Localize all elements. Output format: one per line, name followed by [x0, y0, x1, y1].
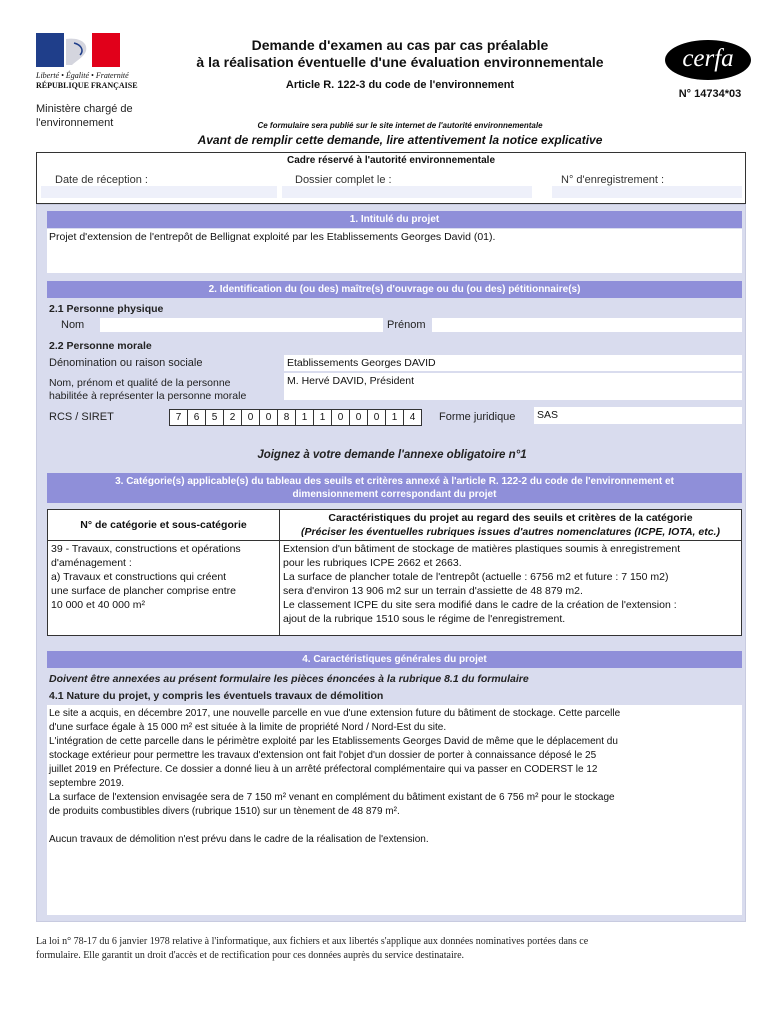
category-line: une surface de plancher comprise entre	[51, 585, 237, 597]
rcs-siret-label: RCS / SIRET	[49, 411, 114, 423]
nature-line	[49, 819, 620, 833]
siret-digit[interactable]: 1	[295, 409, 314, 426]
publication-notice: Ce formulaire sera publié sur le site internet de l'autorité environnementale	[257, 121, 543, 130]
col2-header-line1: Caractéristiques du projet au regard des seuils et critères de la catégorie	[328, 512, 693, 524]
personne-physique-title: 2.1 Personne physique	[49, 303, 164, 315]
siret-digit[interactable]: 1	[385, 409, 404, 426]
nom-label: Nom	[61, 319, 85, 331]
marianne-logo	[36, 33, 120, 67]
nature-line: septembre 2019.	[49, 778, 125, 789]
form-title-line1: Demande d'examen au cas par cas préalable	[251, 37, 549, 53]
footer-legal-notice	[36, 935, 746, 963]
motto: Liberté • Égalité • Fraternité	[36, 71, 129, 80]
characteristics-line: La surface de plancher totale de l'entrepôt (actuelle : 6756 m2 et future : 7 150 m2)	[283, 571, 669, 583]
read-notice-warning: Avant de remplir cette demande, lire attentivement la notice explicative	[197, 133, 603, 147]
denomination-label: Dénomination ou raison sociale	[49, 357, 203, 369]
nature-text	[49, 707, 620, 847]
footer-line1: La loi n° 78-17 du 6 janvier 1978 relative à l'informatique, aux fichiers et aux libertés s'applique aux données nominatives portées dans ce	[36, 936, 589, 947]
nature-title: 4.1 Nature du projet, y compris les éventuels travaux de démolition	[49, 690, 384, 702]
characteristics-line: Extension d'un bâtiment de stockage de matières plastiques soumis à enregistrement	[283, 543, 681, 555]
characteristics-line: ajout de la rubrique 1510 sous le régime de l'enregistrement.	[283, 613, 566, 625]
reserved-frame	[36, 152, 746, 204]
siret-digit[interactable]: 0	[349, 409, 368, 426]
table-header-row	[48, 510, 742, 541]
marianne-profile-icon	[36, 33, 120, 67]
nature-line: de produits combustibles divers (rubrique 1510) sur un tènement de 48 879 m².	[49, 806, 400, 817]
section3-heading	[47, 473, 742, 503]
siret-digit[interactable]: 0	[241, 409, 260, 426]
section2-heading: 2. Identification du (ou des) maître(s) d'ouvrage ou du (ou des) pétitionnaire(s)	[47, 281, 742, 298]
nature-line: Le site a acquis, en décembre 2017, une nouvelle parcelle en vue d'une extension future du bâtiment de stockage. Cette parcelle	[49, 708, 621, 719]
reserved-heading: Cadre réservé à l'autorité environnementale	[286, 155, 496, 166]
enregistrement-label: N° d'enregistrement :	[561, 174, 665, 186]
category-line: 39 - Travaux, constructions et opérations	[51, 543, 241, 555]
representant-label-2: habilitée à représenter la personne morale	[49, 390, 247, 402]
form-title	[160, 37, 640, 71]
siret-digit[interactable]: 5	[205, 409, 224, 426]
dossier-complet-label: Dossier complet le :	[295, 174, 392, 186]
ministere: Ministère chargé de l'environnement	[36, 103, 133, 129]
nature-line: Aucun travaux de démolition n'est prévu dans le cadre de la réalisation de l'extension.	[49, 834, 429, 845]
col2-header-line2: (Préciser les éventuelles rubriques issues d'autres nomenclatures (ICPE, IOTA, etc.)	[301, 526, 720, 538]
annexe-notice: Joignez à votre demande l'annexe obligatoire n°1	[257, 449, 527, 461]
characteristics-line: pour les rubriques ICPE 2662 et 2663.	[283, 557, 462, 569]
prenom-label: Prénom	[387, 319, 426, 331]
siret-digit[interactable]: 0	[331, 409, 350, 426]
characteristics-line: sera d'environ 13 906 m2 sur un terrain d'assiette de 48 879 m2.	[283, 585, 583, 597]
cerfa-logo: cerfa	[665, 40, 751, 80]
prenom-field[interactable]	[432, 318, 742, 332]
representant-label-1: Nom, prénom et qualité de la personne	[49, 377, 231, 389]
siret-digit[interactable]: 4	[403, 409, 422, 426]
article-reference: Article R. 122-3 du code de l'environnement	[285, 79, 515, 91]
siret-digit[interactable]: 1	[313, 409, 332, 426]
nature-line: d'une surface égale à 15 000 m² est située à la limite de propriété Nord / Nord-Est du site.	[49, 722, 447, 733]
annexes-required: Doivent être annexées au présent formulaire les pièces énoncées à la rubrique 8.1 du formulaire	[49, 673, 529, 685]
siret-digit[interactable]: 0	[367, 409, 386, 426]
col1-header: N° de catégorie et sous-catégorie	[48, 510, 280, 541]
enregistrement-field[interactable]	[552, 186, 742, 198]
section1-heading: 1. Intitulé du projet	[47, 211, 742, 228]
siret-digit[interactable]: 8	[277, 409, 296, 426]
category-cell[interactable]	[48, 541, 280, 636]
characteristics-line: Le classement ICPE du site sera modifié dans le cadre de la création de l'extension :	[283, 599, 677, 611]
date-reception-label: Date de réception :	[55, 174, 148, 186]
nom-field[interactable]	[100, 318, 383, 332]
characteristics-cell[interactable]	[280, 541, 742, 636]
nature-line: La surface de l'extension envisagée sera de 7 150 m² venant en complément du bâtiment existant de 6 756 m² pour le stockage	[49, 792, 615, 803]
section3-heading-line1: 3. Catégorie(s) applicable(s) du tableau des seuils et critères annexé à l'article R. 122-2 du code de l'environnement et	[115, 476, 674, 487]
forme-juridique-value: SAS	[537, 409, 559, 421]
siret-digit[interactable]: 2	[223, 409, 242, 426]
project-title-value: Projet d'extension de l'entrepôt de Bellignat exploité par les Etablissements Georges David (01).	[49, 231, 496, 243]
denomination-value: Etablissements Georges DAVID	[287, 357, 436, 369]
personne-morale-title: 2.2 Personne morale	[49, 340, 152, 352]
form-panel	[36, 204, 746, 922]
siret-digit[interactable]: 7	[169, 409, 188, 426]
form-title-line2: à la réalisation éventuelle d'une évaluation environnementale	[196, 54, 604, 70]
category-line: a) Travaux et constructions qui créent	[51, 571, 227, 583]
siret-digits[interactable]	[170, 409, 422, 426]
representant-value: M. Hervé DAVID, Président	[287, 375, 415, 387]
nature-line: L'intégration de cette parcelle dans le périmètre exploité par les Etablissements Georges David de même que le déplacement du	[49, 736, 618, 747]
forme-juridique-field[interactable]	[534, 407, 742, 424]
dossier-complet-field[interactable]	[282, 186, 532, 198]
forme-juridique-label: Forme juridique	[439, 411, 516, 423]
republique-francaise: RÉPUBLIQUE FRANÇAISE	[36, 81, 138, 90]
siret-digit[interactable]: 6	[187, 409, 206, 426]
table-row	[48, 541, 742, 636]
nature-line: juillet 2019 en Préfecture. Ce dossier a donné lieu à un arrêté préfectoral complémentaire qui va passer en CODERST le 12	[49, 764, 598, 775]
section4-heading: 4. Caractéristiques générales du projet	[47, 651, 742, 668]
category-line: 10 000 et 40 000 m²	[51, 599, 145, 611]
date-reception-field[interactable]	[41, 186, 277, 198]
category-line: d'aménagement :	[51, 557, 132, 569]
nature-line: stockage extérieur pour permettre les travaux d'extension ont fait l'objet d'un dossier de porter à connaissance déposé le 25	[49, 750, 597, 761]
col2-header	[280, 510, 742, 541]
siret-digit[interactable]: 0	[259, 409, 278, 426]
cerfa-number: N° 14734*03	[678, 88, 742, 100]
footer-line2: formulaire. Elle garantit un droit d'accès et de rectification pour ces données auprès du service destinataire.	[36, 950, 465, 961]
category-table	[47, 509, 742, 636]
section3-heading-line2: dimensionnement correspondant du projet	[292, 489, 497, 500]
